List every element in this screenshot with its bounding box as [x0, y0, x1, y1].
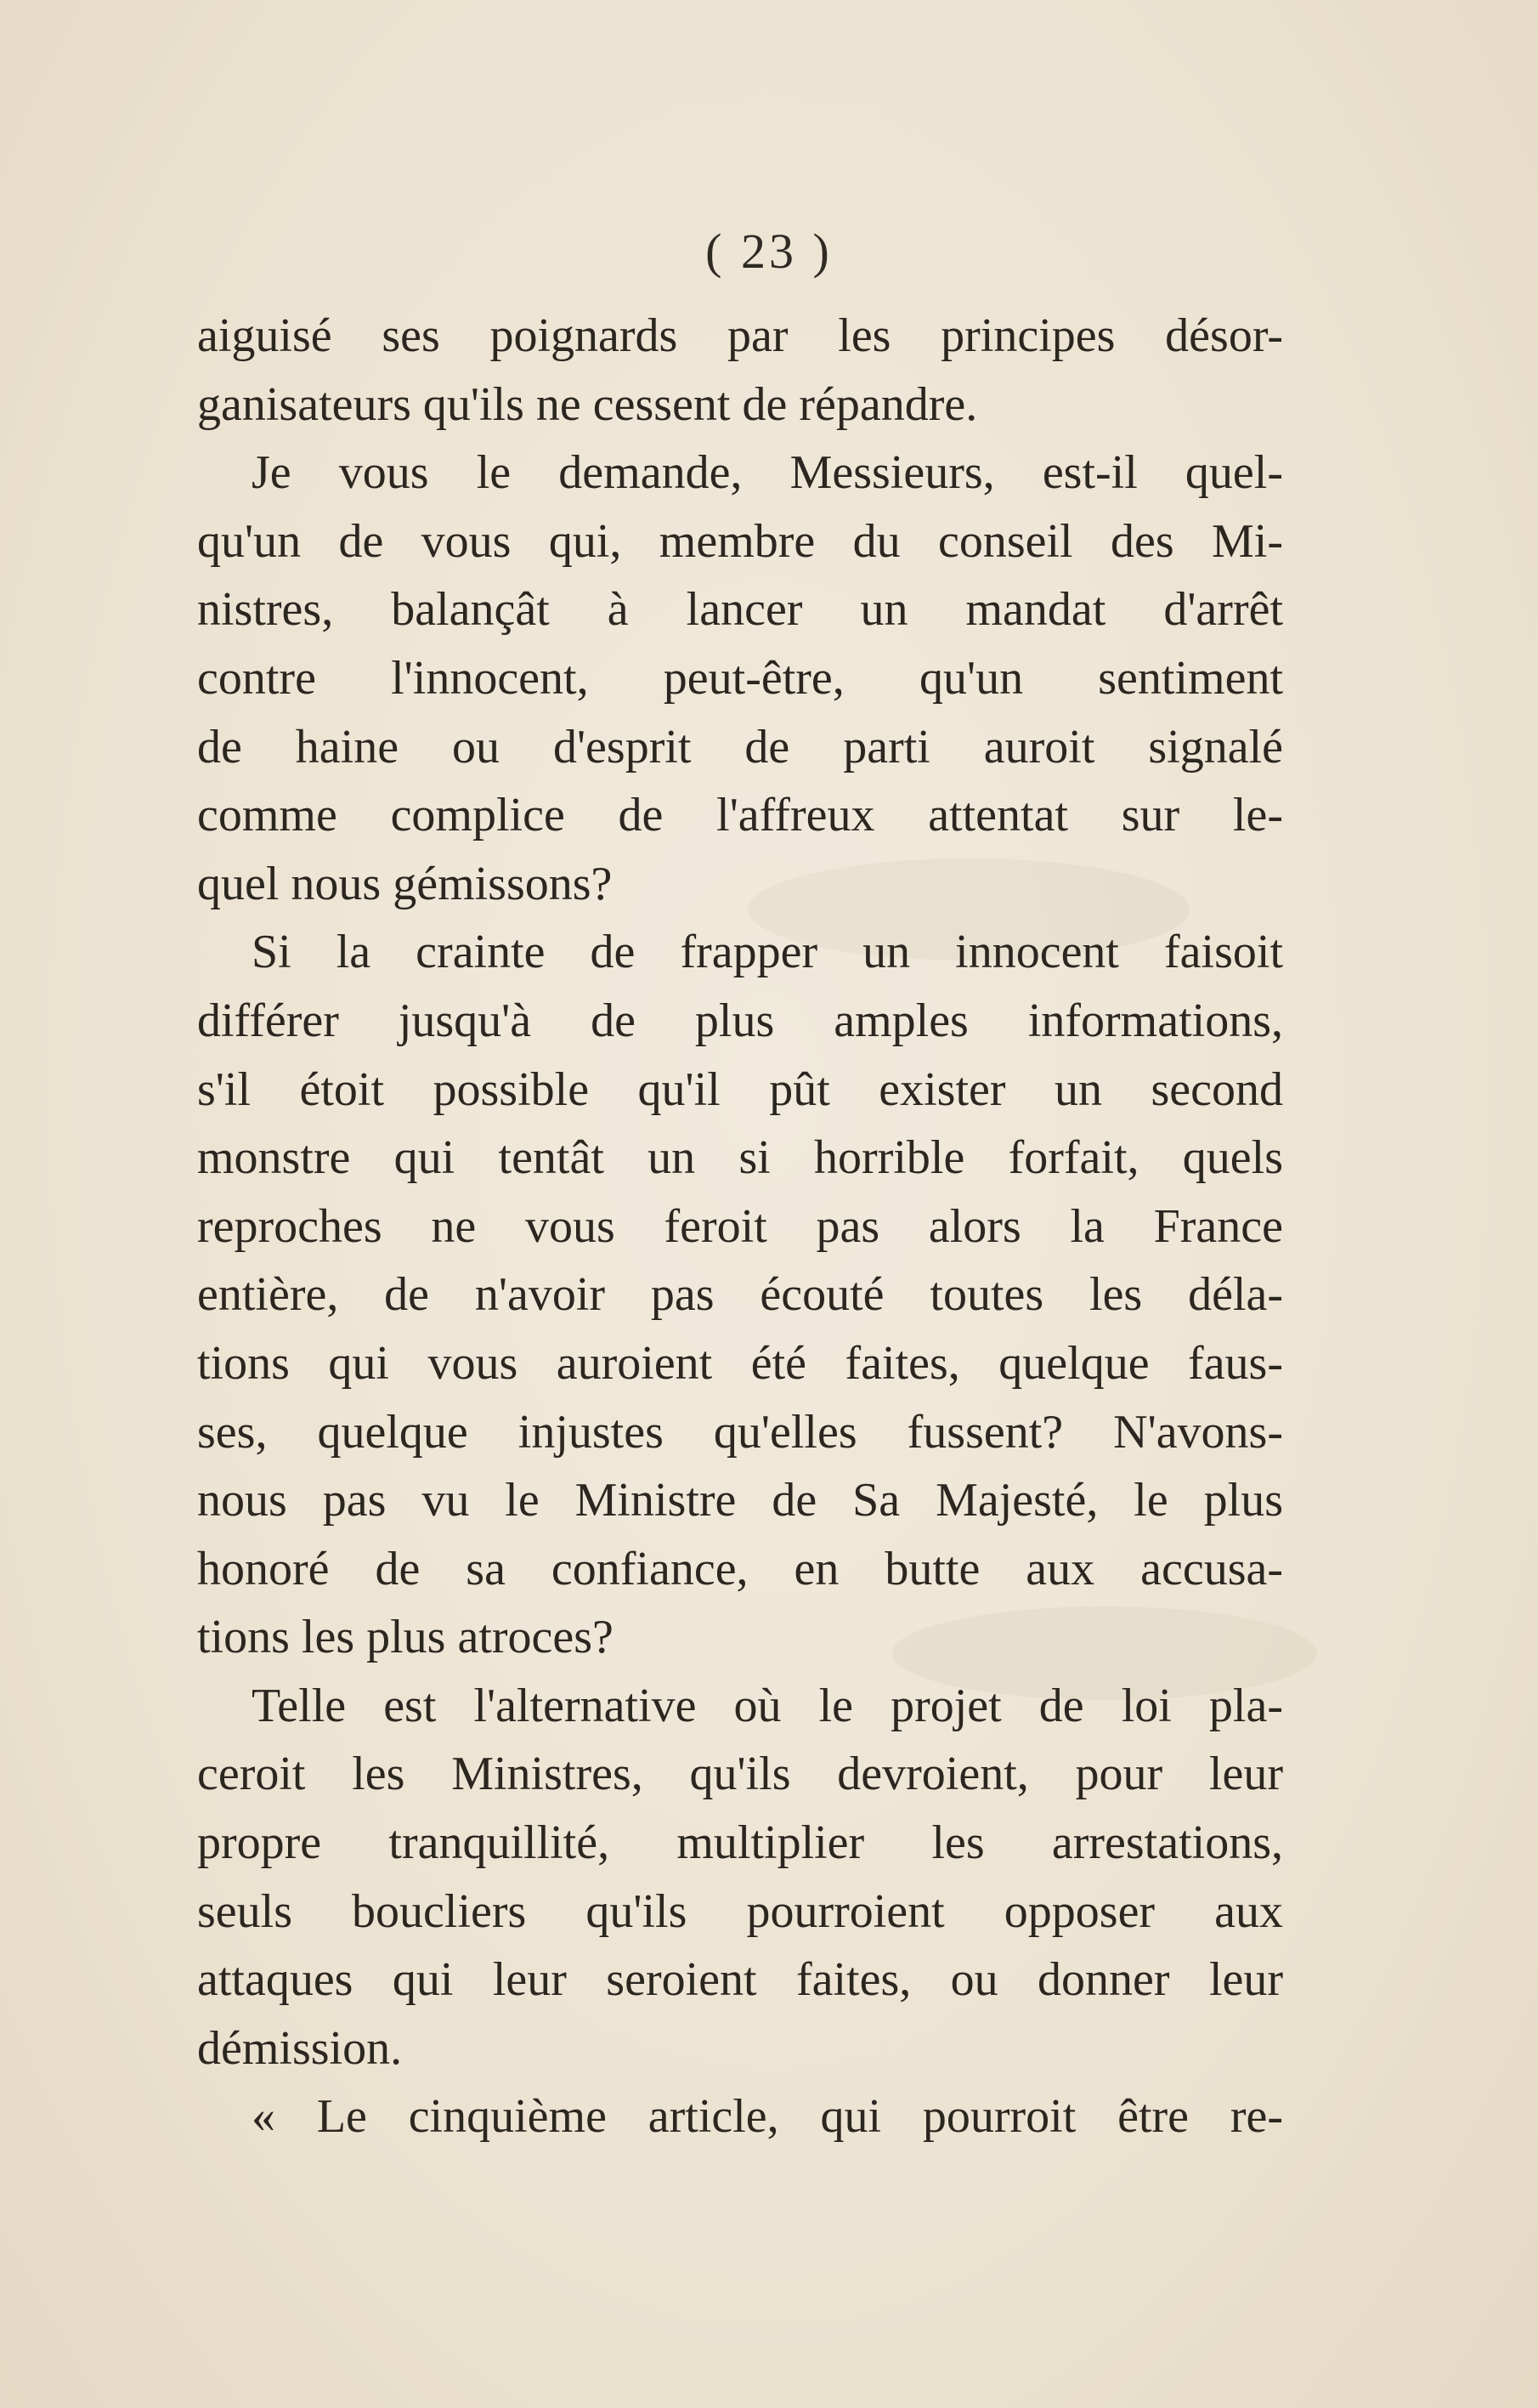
text-line: tions les plus atroces? — [197, 1611, 614, 1664]
text-line: « Le cinquième article, qui pourroit être re- — [252, 2090, 1283, 2144]
text-line: contre l'innocent, peut-être, qu'un sentiment — [197, 651, 1283, 705]
text-line: qu'un de vous qui, membre du conseil des Mi- — [197, 514, 1283, 568]
body-text — [197, 302, 1283, 2151]
text-line: honoré de sa confiance, en butte aux accusa- — [197, 1542, 1283, 1595]
text-line: ceroit les Ministres, qu'ils devroient, pour leur — [197, 1748, 1283, 1801]
text-line: Je vous le demande, Messieurs, est-il quel- — [252, 446, 1283, 500]
text-line: monstre qui tentât un si horrible forfait, quels — [197, 1131, 1283, 1185]
text-line: quel nous gémissons? — [197, 857, 613, 910]
text-line: entière, de n'avoir pas écouté toutes les déla- — [197, 1268, 1283, 1322]
text-line: comme complice de l'affreux attentat sur le- — [197, 789, 1283, 842]
text-line: ganisateurs qu'ils ne cessent de répandre. — [197, 377, 978, 431]
text-line: s'il étoit possible qu'il pût exister un second — [197, 1062, 1283, 1116]
text-line: différer jusqu'à de plus amples informations, — [197, 994, 1283, 1047]
text-line: reproches ne vous feroit pas alors la France — [197, 1199, 1283, 1253]
text-line: démission. — [197, 2021, 403, 2075]
text-line: nistres, balançât à lancer un mandat d'arrêt — [197, 583, 1283, 637]
text-line: attaques qui leur seroient faites, ou donner leur — [197, 1953, 1283, 2007]
text-line: ses, quelque injustes qu'elles fussent? N'avons- — [197, 1405, 1283, 1459]
page-number: ( 23 ) — [705, 224, 833, 279]
text-line: Si la crainte de frapper un innocent faisoit — [252, 926, 1283, 979]
text-line: seuls boucliers qu'ils pourroient opposer aux — [197, 1884, 1283, 1938]
text-line: tions qui vous auroient été faites, quelque faus- — [197, 1336, 1283, 1390]
text-line: aiguisé ses poignards par les principes désor- — [197, 309, 1283, 362]
text-line: Telle est l'alternative où le projet de loi pla- — [252, 1679, 1283, 1732]
text-line: de haine ou d'esprit de parti auroit signalé — [197, 720, 1283, 773]
text-line: propre tranquillité, multiplier les arrestations, — [197, 1816, 1283, 1870]
text-line: nous pas vu le Ministre de Sa Majesté, le plus — [197, 1474, 1283, 1527]
